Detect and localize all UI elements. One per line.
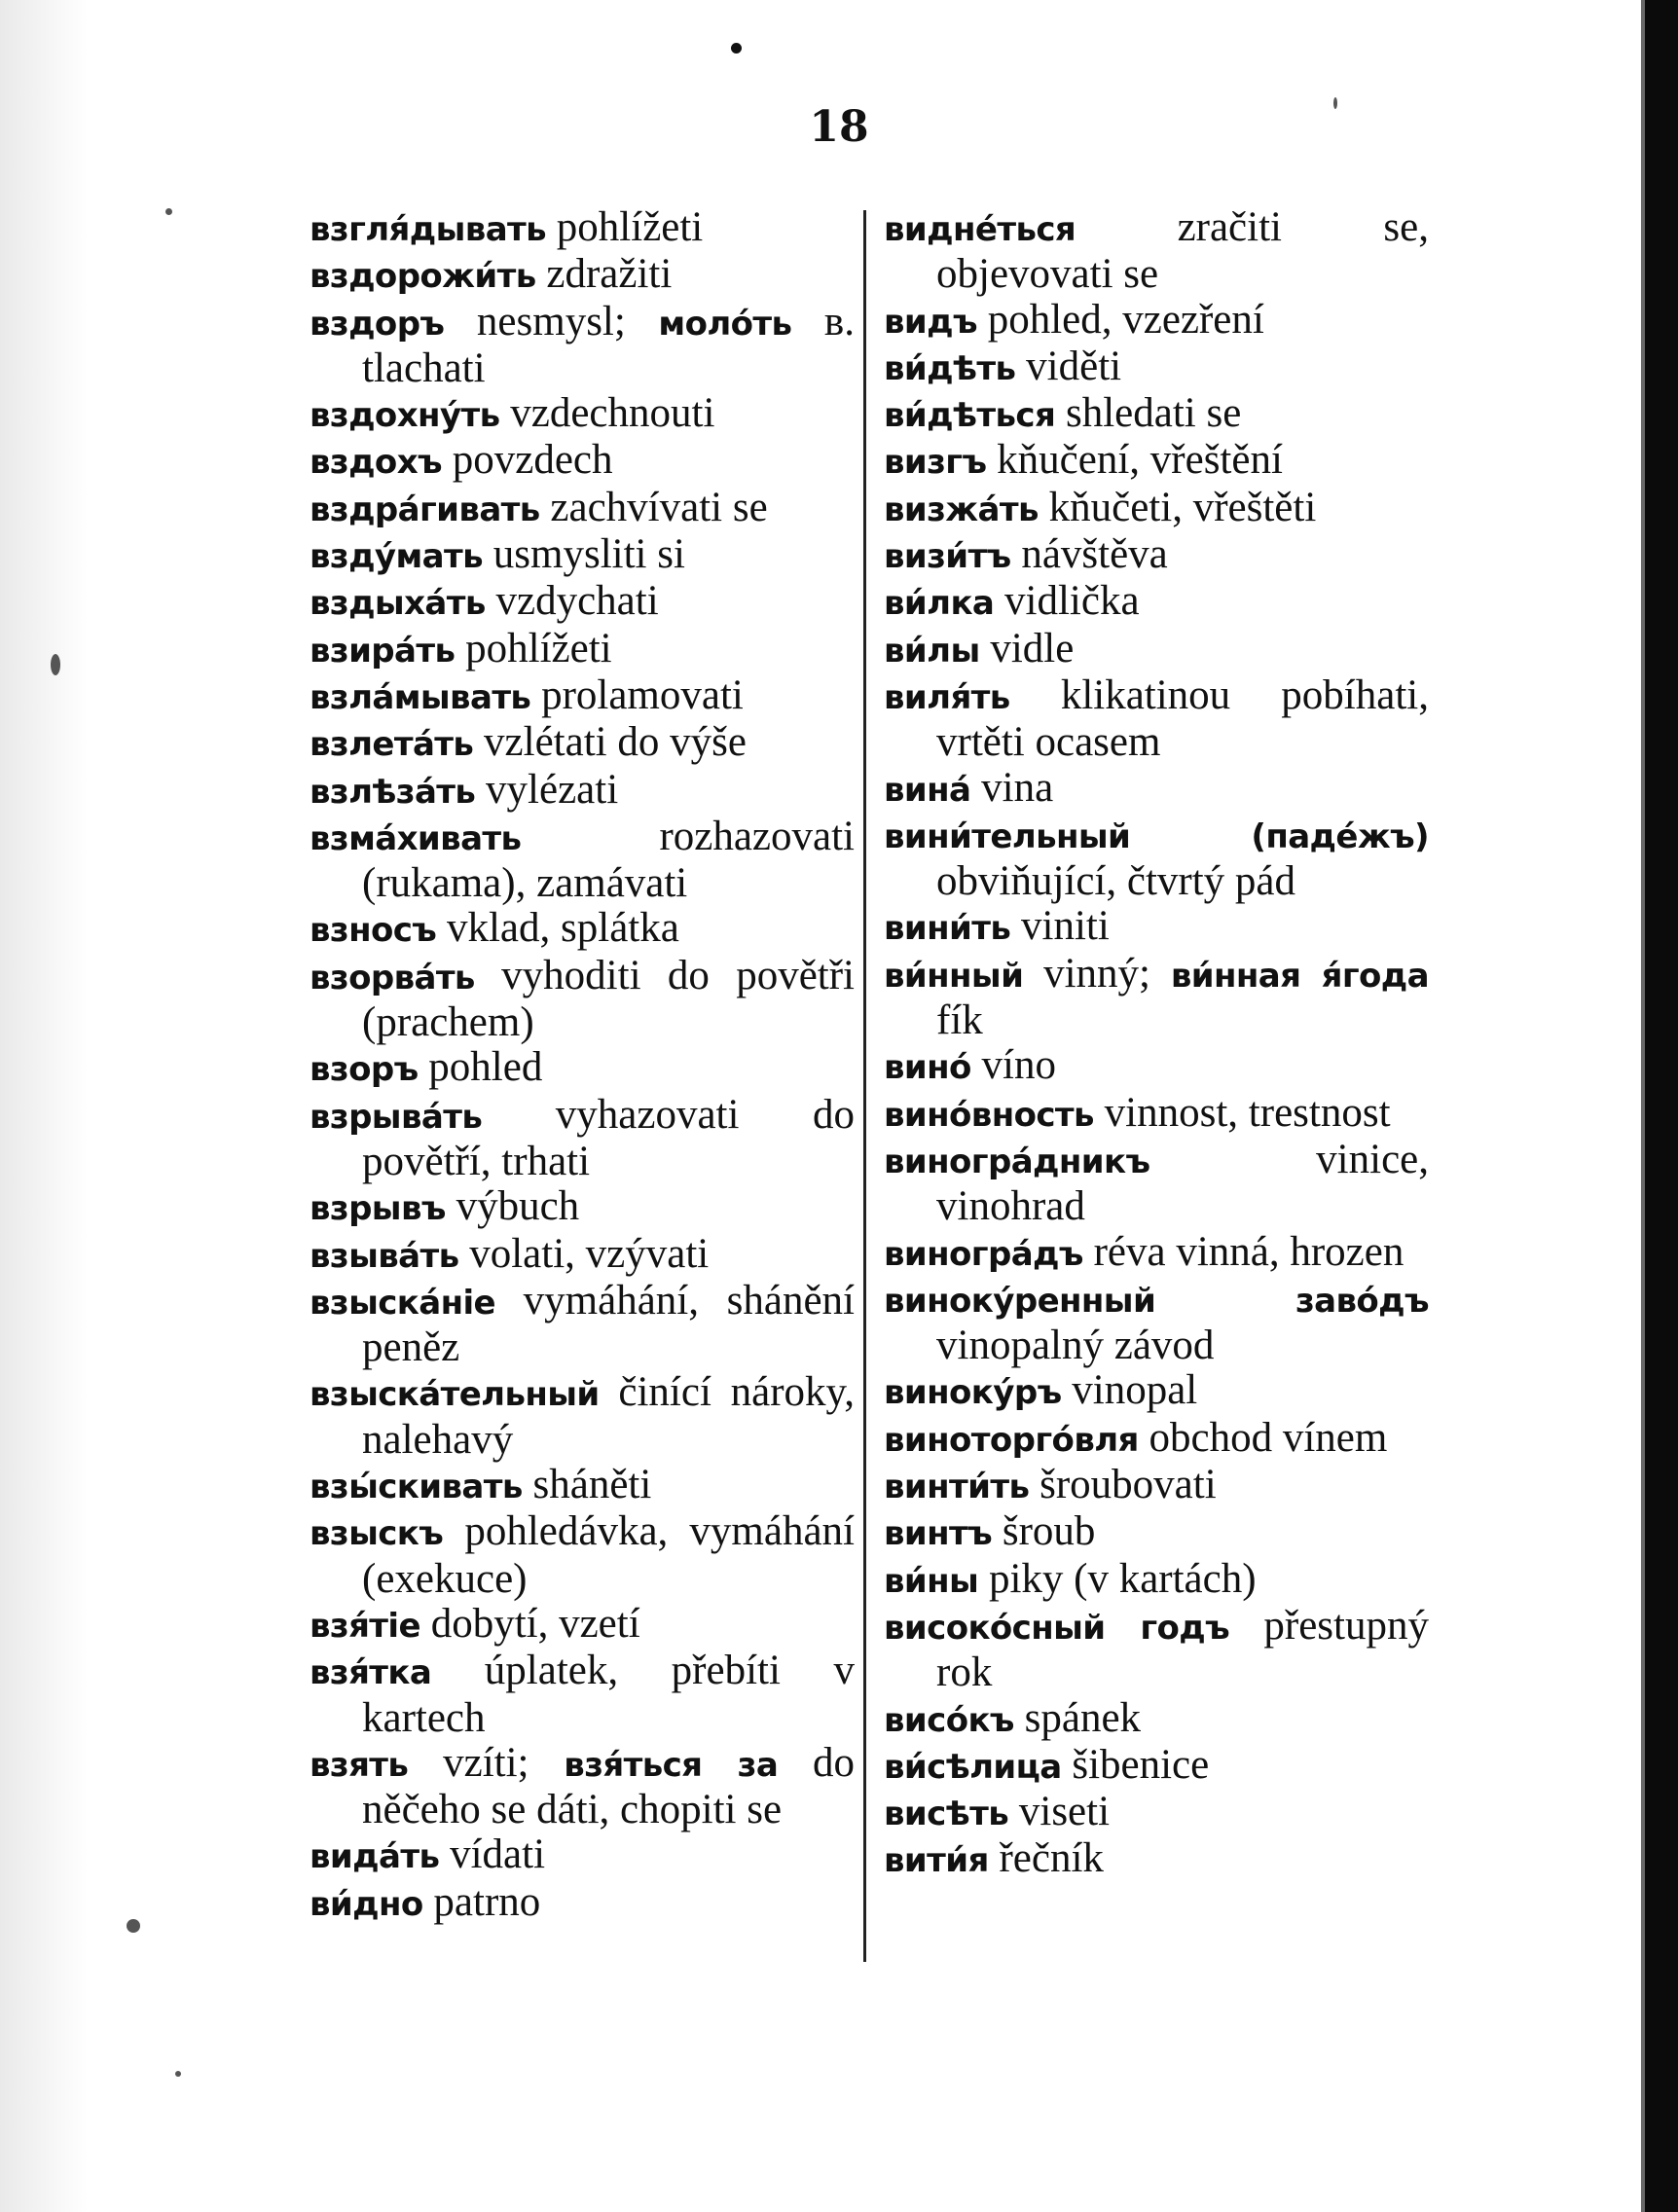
dictionary-column-left	[310, 205, 855, 1927]
definition: řečník	[988, 1835, 1104, 1882]
definition: vzlétati do výše	[473, 719, 747, 766]
definition: vina	[970, 764, 1054, 811]
dictionary-entry	[310, 252, 855, 299]
scan-shadow	[0, 0, 88, 2212]
headword: визгъ	[884, 443, 987, 483]
dictionary-entry	[884, 1277, 1429, 1369]
dictionary-entry	[884, 1463, 1429, 1509]
definition: vinnost, trestnost	[1093, 1089, 1391, 1136]
dictionary-entry	[310, 1880, 855, 1927]
definition: sháněti	[522, 1462, 652, 1508]
headword: ви́ны	[884, 1561, 979, 1601]
headword: видъ	[884, 302, 977, 342]
headword: виногра́дъ	[884, 1234, 1083, 1274]
definition: šroubovati	[1029, 1462, 1217, 1508]
definition: kňučení, vřeštění	[986, 437, 1283, 484]
definition: povzdech	[441, 437, 613, 484]
dictionary-column-right	[884, 205, 1429, 1884]
dictionary-entry	[884, 1230, 1429, 1277]
dictionary-entry	[310, 768, 855, 815]
headword: високо́сный годъ	[884, 1608, 1230, 1648]
definition: zračiti se, objevovati se	[936, 204, 1429, 298]
dictionary-entry	[884, 1091, 1429, 1138]
definition: volati, vzývati	[458, 1230, 710, 1277]
dictionary-entry	[884, 579, 1429, 626]
headword: вино́вность	[884, 1095, 1094, 1135]
dictionary-entry	[884, 1836, 1429, 1883]
definition: usmysliti si	[483, 531, 685, 578]
headword: ви́лка	[884, 584, 995, 624]
scan-border	[1645, 0, 1678, 2212]
dictionary-entry	[884, 1509, 1429, 1556]
definition: patrno	[422, 1878, 541, 1925]
headword: ви́дѣться	[884, 396, 1056, 436]
definition: obviňující, čtvrtý pád	[936, 858, 1296, 905]
definition: zdražiti	[535, 251, 673, 298]
definition: pohledávka, vymáhání (exekuce)	[362, 1508, 855, 1602]
definition: pohled, vzezření	[976, 296, 1264, 343]
definition: shledati se	[1055, 390, 1242, 437]
dictionary-entry	[310, 532, 855, 579]
page-number: 18	[809, 102, 869, 152]
headword: вида́ть	[310, 1837, 440, 1877]
dictionary-entry	[310, 300, 855, 392]
dictionary-entry	[310, 1649, 855, 1741]
dictionary-entry	[884, 1696, 1429, 1743]
definition: viniti	[1010, 903, 1110, 950]
headword: висѣть	[884, 1795, 1009, 1834]
definition: vidle	[979, 625, 1075, 671]
dictionary-entry	[310, 673, 855, 720]
dictionary-entry	[310, 1045, 855, 1092]
definition: nesmysl;	[444, 298, 659, 344]
definition-continued: в. tlachati	[362, 298, 855, 391]
headword: ви́лы	[884, 631, 980, 671]
dictionary-entry	[884, 344, 1429, 391]
headword: вини́тельный (паде́жъ)	[884, 816, 1429, 856]
definition: pohlížeti	[546, 204, 704, 250]
definition: viděti	[1015, 343, 1122, 389]
definition: vzíti;	[408, 1739, 565, 1786]
dictionary-entry	[310, 1093, 855, 1185]
dictionary-entry	[310, 486, 855, 532]
headword: взорва́ть	[310, 958, 475, 997]
ink-speck	[175, 2071, 181, 2077]
dictionary-entry	[310, 1509, 855, 1602]
definition: výbuch	[445, 1183, 580, 1230]
definition: réva vinná, hrozen	[1082, 1228, 1404, 1275]
headword: винокýренный заво́дъ	[884, 1281, 1429, 1321]
definition: vzdychati	[485, 578, 659, 625]
headword: вздоръ	[310, 304, 445, 344]
headword: взлѣза́ть	[310, 772, 476, 812]
dictionary-entry	[884, 532, 1429, 579]
headword: вздýмать	[310, 537, 484, 577]
headword: вздыха́ть	[310, 584, 486, 624]
headword: вина́	[884, 770, 971, 810]
headword: видне́ться	[884, 210, 1076, 249]
dictionary-entry	[310, 627, 855, 673]
definition: vklad, splátka	[436, 905, 679, 952]
headword: вино́	[884, 1048, 971, 1088]
definition: viseti	[1008, 1789, 1111, 1835]
definition: vinopalný závod	[936, 1323, 1215, 1369]
dictionary-entry	[310, 720, 855, 767]
definition: obchod vínem	[1138, 1414, 1388, 1461]
headword: взла́мывать	[310, 677, 531, 717]
dictionary-entry	[884, 205, 1429, 298]
ink-speck	[51, 654, 60, 675]
dictionary-entry	[884, 627, 1429, 673]
ink-dot	[731, 43, 742, 54]
dictionary-entry	[884, 813, 1429, 905]
definition: šibenice	[1061, 1741, 1210, 1788]
dictionary-entry	[884, 1368, 1429, 1415]
headword: взыва́ть	[310, 1236, 459, 1276]
definition: úplatek, přebíti v kartech	[362, 1648, 855, 1741]
headword: ви́нный	[884, 956, 1024, 996]
definition: vzdechnouti	[499, 390, 715, 437]
dictionary-entry	[310, 1184, 855, 1231]
dictionary-entry	[310, 815, 855, 907]
headword-phrase: моло́ть	[658, 304, 792, 344]
headword: вити́я	[884, 1841, 989, 1881]
definition: šroub	[992, 1508, 1096, 1555]
definition-continued: fík	[936, 997, 983, 1044]
definition: piky (v kartách)	[978, 1555, 1257, 1602]
dictionary-entry	[310, 391, 855, 438]
headword-phrase: взя́ться за	[564, 1745, 779, 1785]
headword: взносъ	[310, 911, 437, 951]
dictionary-entry	[884, 1416, 1429, 1463]
headword: ви́дѣть	[884, 348, 1016, 388]
dictionary-entry	[884, 438, 1429, 485]
definition: vymáhání, shánění peněz	[362, 1277, 855, 1371]
headword: взыска́тельный	[310, 1375, 600, 1415]
ink-speck	[127, 1919, 140, 1933]
dictionary-entry	[310, 438, 855, 485]
headword: виля́ть	[884, 677, 1010, 717]
dictionary-entry	[310, 205, 855, 252]
definition: vyhoditi do povětři (prachem)	[362, 952, 855, 1046]
definition: činící nároky, nalehavý	[362, 1369, 855, 1463]
headword: взять	[310, 1745, 409, 1785]
ink-speck	[165, 208, 172, 215]
headword: взрыва́ть	[310, 1097, 483, 1137]
headword: вздорожи́ть	[310, 257, 536, 297]
dictionary-entry	[310, 1602, 855, 1649]
headword: взыскъ	[310, 1514, 444, 1554]
headword: взлета́ть	[310, 725, 474, 765]
headword: взоръ	[310, 1050, 419, 1090]
headword: взы́скивать	[310, 1468, 523, 1507]
definition: vylézati	[475, 766, 619, 813]
definition: vídati	[439, 1831, 546, 1878]
dictionary-entry	[310, 906, 855, 953]
definition: dobytí, vzetí	[420, 1600, 640, 1647]
definition: vinopal	[1061, 1367, 1198, 1414]
headword: винтъ	[884, 1514, 993, 1554]
dictionary-entry	[310, 1232, 855, 1279]
dictionary-entry	[310, 954, 855, 1046]
definition: spánek	[1013, 1694, 1142, 1741]
definition: pohled	[418, 1044, 543, 1091]
definition: návštěva	[1010, 531, 1168, 578]
definition: vidlička	[994, 578, 1140, 625]
headword: ви́сѣлица	[884, 1747, 1062, 1787]
definition: vyhazovati do povětří, trhati	[362, 1091, 855, 1184]
dictionary-entry	[884, 1043, 1429, 1090]
headword: взя́тка	[310, 1653, 432, 1693]
dictionary-entry	[310, 1463, 855, 1509]
dictionary-entry	[884, 486, 1429, 532]
headword: взма́хивать	[310, 818, 522, 858]
definition: kňučeti, vřeštěti	[1038, 484, 1317, 530]
dictionary-entry	[884, 298, 1429, 344]
definition: vinice, vinohrad	[936, 1136, 1429, 1230]
headword: визжа́ть	[884, 490, 1039, 529]
dictionary-entry	[884, 1743, 1429, 1790]
dictionary-entry	[884, 673, 1429, 766]
dictionary-entry	[884, 904, 1429, 951]
dictionary-entry	[310, 579, 855, 626]
dictionary-entry	[884, 391, 1429, 438]
headword: виноторго́вля	[884, 1420, 1139, 1460]
headword: висо́къ	[884, 1700, 1014, 1740]
headword: визи́тъ	[884, 537, 1011, 577]
dictionary-entry	[884, 952, 1429, 1044]
headword-phrase: ви́нная я́года	[1170, 956, 1429, 996]
headword: винти́ть	[884, 1468, 1030, 1507]
headword: взя́тiе	[310, 1606, 420, 1646]
headword: винокýръ	[884, 1373, 1062, 1413]
definition-continued: do něčeho se dáti, chopiti se	[362, 1739, 855, 1833]
dictionary-entry	[884, 766, 1429, 813]
dictionary-entry	[310, 1832, 855, 1879]
definition: vinný;	[1023, 950, 1171, 997]
headword: вздра́гивать	[310, 490, 540, 529]
dictionary-entry	[310, 1279, 855, 1371]
dictionary-entry	[310, 1741, 855, 1833]
dictionary-entry	[884, 1790, 1429, 1836]
definition: klikatinou pobíhati, vrtěti ocasem	[936, 671, 1429, 766]
headword: взыска́нiе	[310, 1283, 495, 1323]
definition: víno	[970, 1042, 1056, 1089]
definition: přestupný rok	[936, 1602, 1429, 1696]
column-divider	[863, 210, 866, 1962]
headword: вздохъ	[310, 443, 442, 483]
dictionary-entry	[310, 1370, 855, 1463]
definition: prolamovati	[530, 671, 744, 718]
headword: взира́ть	[310, 631, 456, 671]
dictionary-entry	[884, 1138, 1429, 1230]
definition: rozhazovati (rukama), zamávati	[362, 813, 855, 907]
headword: виногра́дникъ	[884, 1142, 1150, 1181]
definition: zachvívati se	[539, 484, 768, 530]
headword: ви́дно	[310, 1884, 423, 1924]
headword: взрывъ	[310, 1189, 446, 1229]
dictionary-entry	[884, 1604, 1429, 1696]
definition: pohlížeti	[455, 625, 612, 671]
headword: вздохну́ть	[310, 396, 500, 436]
headword: взгля́дывать	[310, 210, 547, 249]
headword: вини́ть	[884, 909, 1011, 949]
dictionary-entry	[884, 1557, 1429, 1604]
